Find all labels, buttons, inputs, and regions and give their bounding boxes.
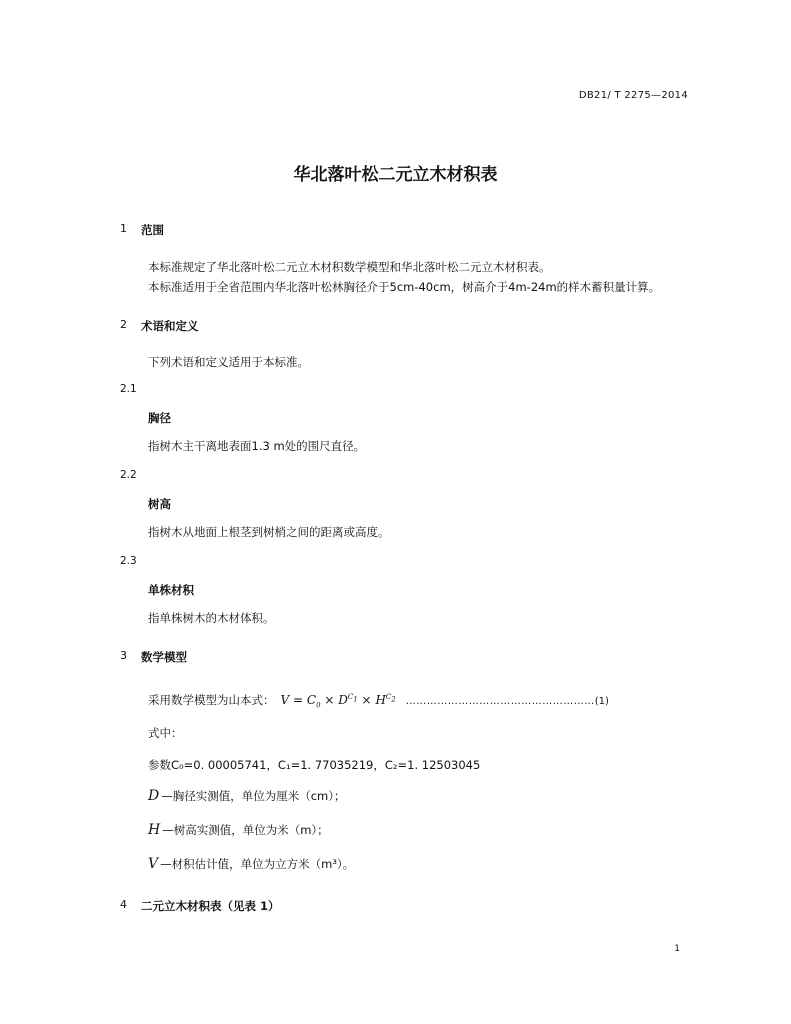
term-2-3-definition: 指单株树木的木材体积。 bbox=[148, 611, 275, 625]
variable-d-definition: D —胸径实测值，单位为厘米（cm）； bbox=[148, 788, 346, 804]
where-label: 式中： bbox=[148, 726, 183, 740]
section-3-title: 数学模型 bbox=[141, 650, 187, 664]
section-4-title: 二元立木材积表（见表 1） bbox=[141, 899, 280, 913]
term-2-3-number: 2.3 bbox=[120, 555, 137, 567]
variable-h-definition: H —树高实测值，单位为米（m）； bbox=[148, 822, 329, 838]
section-1-title: 范围 bbox=[141, 223, 164, 237]
term-2-2-name: 树高 bbox=[148, 497, 171, 511]
volume-formula: $V = C_0 \times D^{C_1} \times H^{C_2}$ bbox=[280, 693, 396, 710]
variable-d-symbol: D bbox=[148, 788, 160, 804]
variable-v-symbol: V bbox=[148, 856, 159, 872]
section-1-number: 1 bbox=[120, 222, 127, 235]
section-4-number: 4 bbox=[120, 898, 127, 911]
term-2-1-name: 胸径 bbox=[148, 411, 171, 425]
standard-code: DB21/ T 2275—2014 bbox=[578, 90, 688, 101]
term-2-2-definition: 指树木从地面上根茎到树梢之间的距离或高度。 bbox=[148, 525, 390, 539]
section-2-title: 术语和定义 bbox=[141, 319, 199, 333]
formula-line bbox=[148, 692, 609, 709]
variable-v-definition: V —材积估计值，单位为立方米（m³）。 bbox=[148, 856, 355, 872]
variable-h-symbol: H bbox=[148, 822, 161, 838]
page-number: 1 bbox=[674, 944, 680, 954]
term-2-2-number: 2.2 bbox=[120, 469, 137, 481]
scope-paragraph-2: 本标准适用于全省范围内华北落叶松林胸径介于5cm-40cm，树高介于4m-24m的样木蓄积量计算。 bbox=[148, 280, 661, 294]
formula-leader-dots: ……………………………………………… bbox=[405, 696, 595, 707]
parameter-values: 参数C₀=0. 00005741，C₁=1. 77035219，C₂=1. 12503045 bbox=[148, 758, 481, 772]
term-2-3-name: 单株材积 bbox=[148, 583, 194, 597]
formula-intro: 采用数学模型为山本式： bbox=[148, 693, 275, 707]
section-3-number: 3 bbox=[120, 649, 127, 662]
section-2-number: 2 bbox=[120, 318, 127, 331]
term-2-1-number: 2.1 bbox=[120, 383, 137, 395]
scope-paragraph-1: 本标准规定了华北落叶松二元立木材积数学模型和华北落叶松二元立木材积表。 bbox=[148, 260, 551, 274]
document-title: 华北落叶松二元立木材积表 bbox=[293, 165, 498, 185]
equation-number: (1) bbox=[594, 696, 609, 707]
term-2-1-definition: 指树木主干离地表面1.3 m处的围尺直径。 bbox=[148, 439, 366, 453]
terms-intro: 下列术语和定义适用于本标准。 bbox=[148, 355, 309, 369]
